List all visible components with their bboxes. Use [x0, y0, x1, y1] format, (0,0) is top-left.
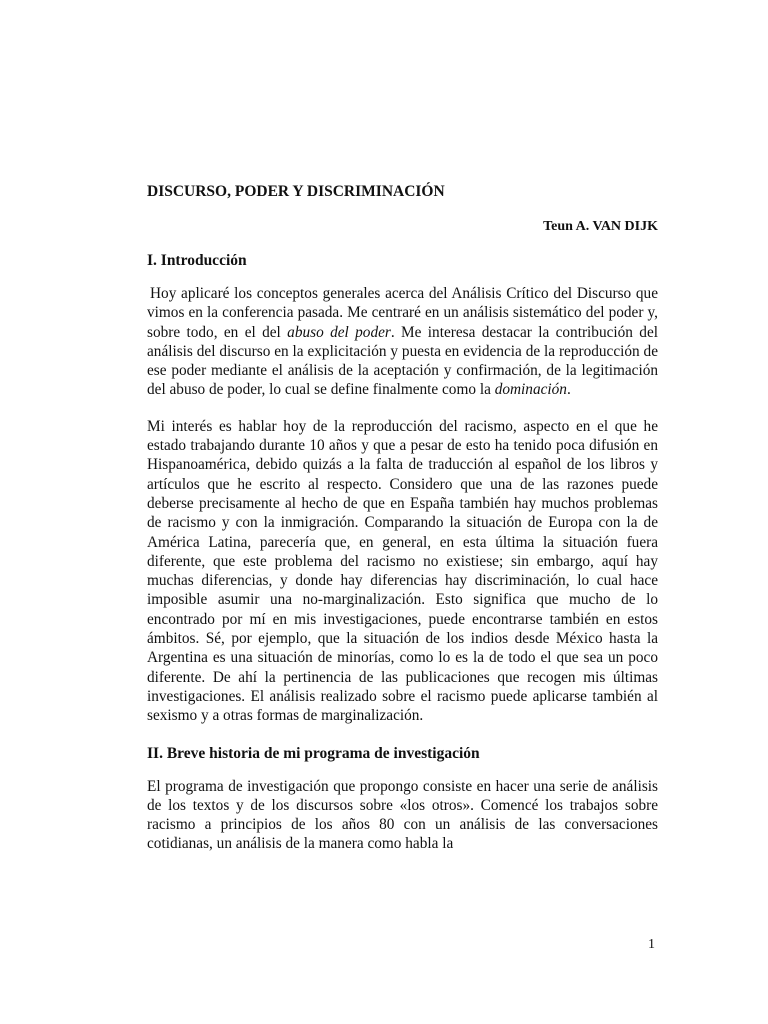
document-author: Teun A. VAN DIJK: [543, 219, 658, 234]
section-heading-introduccion: I. Introducción: [147, 252, 247, 269]
emphasis-dominacion: dominación: [494, 381, 567, 399]
document-title: DISCURSO, PODER Y DISCRIMINACIÓN: [147, 183, 445, 200]
emphasis-abuso-del-poder: abuso del poder: [287, 323, 391, 341]
section-heading-breve-historia: II. Breve historia de mi programa de investigación: [147, 744, 480, 762]
page-number: 1: [648, 937, 655, 952]
paragraph-introduccion-2: Mi interés es hablar hoy de la reproducción del racismo, aspecto en el que he estado trabajando durante 10 años y que a pesar de esto ha tenido poca difusión en Hispanoamérica, debido quizás a la falta de traducción al español de los libros y artículos que he escrito al respecto. Considero que una de las razones puede deberse precisamente al hecho de que en España también hay muchos problemas de racismo y con la inmigración. Comparando la situación de Europa con la de América Latina, parecería que, en general, en esta última la situación fuera diferente, que este problema del racismo no existiese; sin embargo, aquí hay muchas diferencias, y donde hay diferencias hay discriminación, lo cual hace imposible asumir una no-marginalización. Esto significa que mucho de lo encontrado por mí en mis investigaciones, puede encontrarse también en estos ámbitos. Sé, por ejemplo, que la situación de los indios desde México hasta la Argentina es una situación de minorías, como lo es la de todo el que sea un poco diferente. De ahí la pertinencia de las publicaciones que recogen mis últimas investigaciones. El análisis realizado sobre el racismo puede aplicarse también al sexismo y a otras formas de marginalización.: [147, 417, 658, 725]
paragraph-introduccion-1: [147, 284, 658, 400]
paragraph-text: .: [566, 381, 571, 399]
paragraph-text: . Me interesa destacar la contribución del análisis del discurso en la explicitación y puesta en evidencia de la reproducción de ese poder mediante el análisis de la aceptación y confirmación, de la legitimación del abuso de poder, lo cual se define finalmente como la: [147, 323, 658, 399]
paragraph-text: Hoy aplicaré los conceptos generales acerca del Análisis Crítico del Discurso que vimos en la conferencia pasada. Me centraré en un análisis sistemático del poder y, sobre todo, en el del: [147, 285, 658, 341]
document-page: [147, 180, 658, 871]
paragraph-breve-historia-1: El programa de investigación que propongo consiste en hacer una serie de análisis de los textos y de los discursos sobre «los otros». Comencé los trabajos sobre racismo a principios de los años 80 con un análisis de las conversaciones cotidianas, un análisis de la manera como habla la: [147, 777, 658, 853]
